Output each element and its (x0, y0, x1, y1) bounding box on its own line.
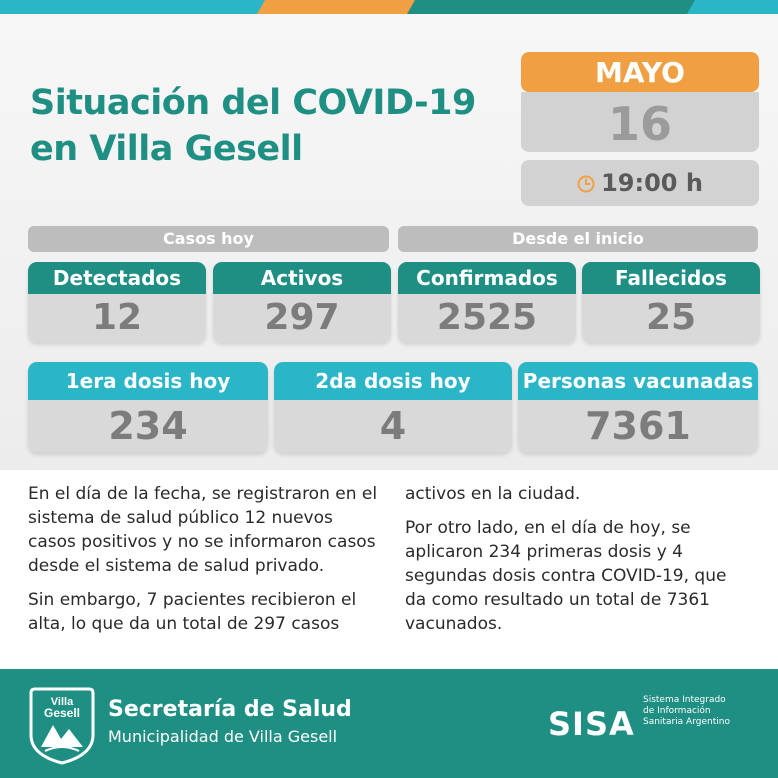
month-badge: MAYO (521, 52, 759, 92)
page-title (30, 80, 476, 172)
section-desde-inicio: Desde el inicio (398, 226, 758, 252)
sisa-description (643, 695, 730, 728)
stat-label: Personas vacunadas (518, 362, 758, 400)
body-column-left (28, 482, 378, 646)
time-text: 19:00 h (601, 169, 703, 197)
title-line1: Situación del COVID-19 (30, 83, 476, 123)
body-paragraph: activos en la ciudad. (405, 484, 581, 504)
stat-value: 4 (274, 400, 512, 452)
stat-card-vacunados (518, 362, 758, 452)
stat-label: 1era dosis hoy (28, 362, 268, 400)
stat-label: Confirmados (398, 262, 576, 294)
stat-value: 12 (28, 294, 206, 342)
body-column-right (405, 482, 750, 646)
sisa-logo: SISA (548, 705, 635, 743)
villa-gesell-logo (27, 685, 97, 765)
body-paragraph: En el día de la fecha, se registraron en el sistema de salud público 12 nuevos casos positivos y no se informaron casos desde el sistema de salud privado. (28, 484, 378, 576)
stat-label: 2da dosis hoy (274, 362, 512, 400)
stat-value: 2525 (398, 294, 576, 342)
stat-value: 7361 (518, 400, 758, 452)
stat-label: Activos (213, 262, 391, 294)
clock-icon (577, 175, 595, 193)
title-line2: en Villa Gesell (30, 129, 303, 169)
sisa-line: de Información (643, 706, 711, 716)
stat-card-confirmados (398, 262, 576, 342)
stat-card-fallecidos (582, 262, 760, 342)
body-paragraph: Sin embargo, 7 pacientes recibieron el alta, lo que da un total de 297 casos (28, 590, 357, 634)
body-paragraph: Por otro lado, en el día de hoy, se aplicaron 234 primeras dosis y 4 segundas dosis contra COVID-19, que da como resultado un total de 7361 vacunados. (405, 518, 727, 634)
stat-card-2da-dosis (274, 362, 512, 452)
section-casos-hoy: Casos hoy (28, 226, 389, 252)
stat-card-1era-dosis (28, 362, 268, 452)
logo-text-gesell: Gesell (43, 706, 81, 720)
stat-card-activos (213, 262, 391, 342)
top-stripes (0, 0, 778, 14)
day-number: 16 (521, 92, 759, 152)
sisa-line: Sanitaria Argentino (643, 717, 730, 727)
time-badge (521, 160, 759, 206)
footer-secretaria: Secretaría de Salud (108, 697, 352, 722)
stat-label: Fallecidos (582, 262, 760, 294)
logo-text-villa: Villa (50, 696, 74, 708)
stat-label: Detectados (28, 262, 206, 294)
footer-municipalidad: Municipalidad de Villa Gesell (108, 727, 338, 746)
sisa-line: Sistema Integrado (643, 695, 726, 705)
stat-card-detectados (28, 262, 206, 342)
stat-value: 234 (28, 400, 268, 452)
stat-value: 297 (213, 294, 391, 342)
stat-value: 25 (582, 294, 760, 342)
